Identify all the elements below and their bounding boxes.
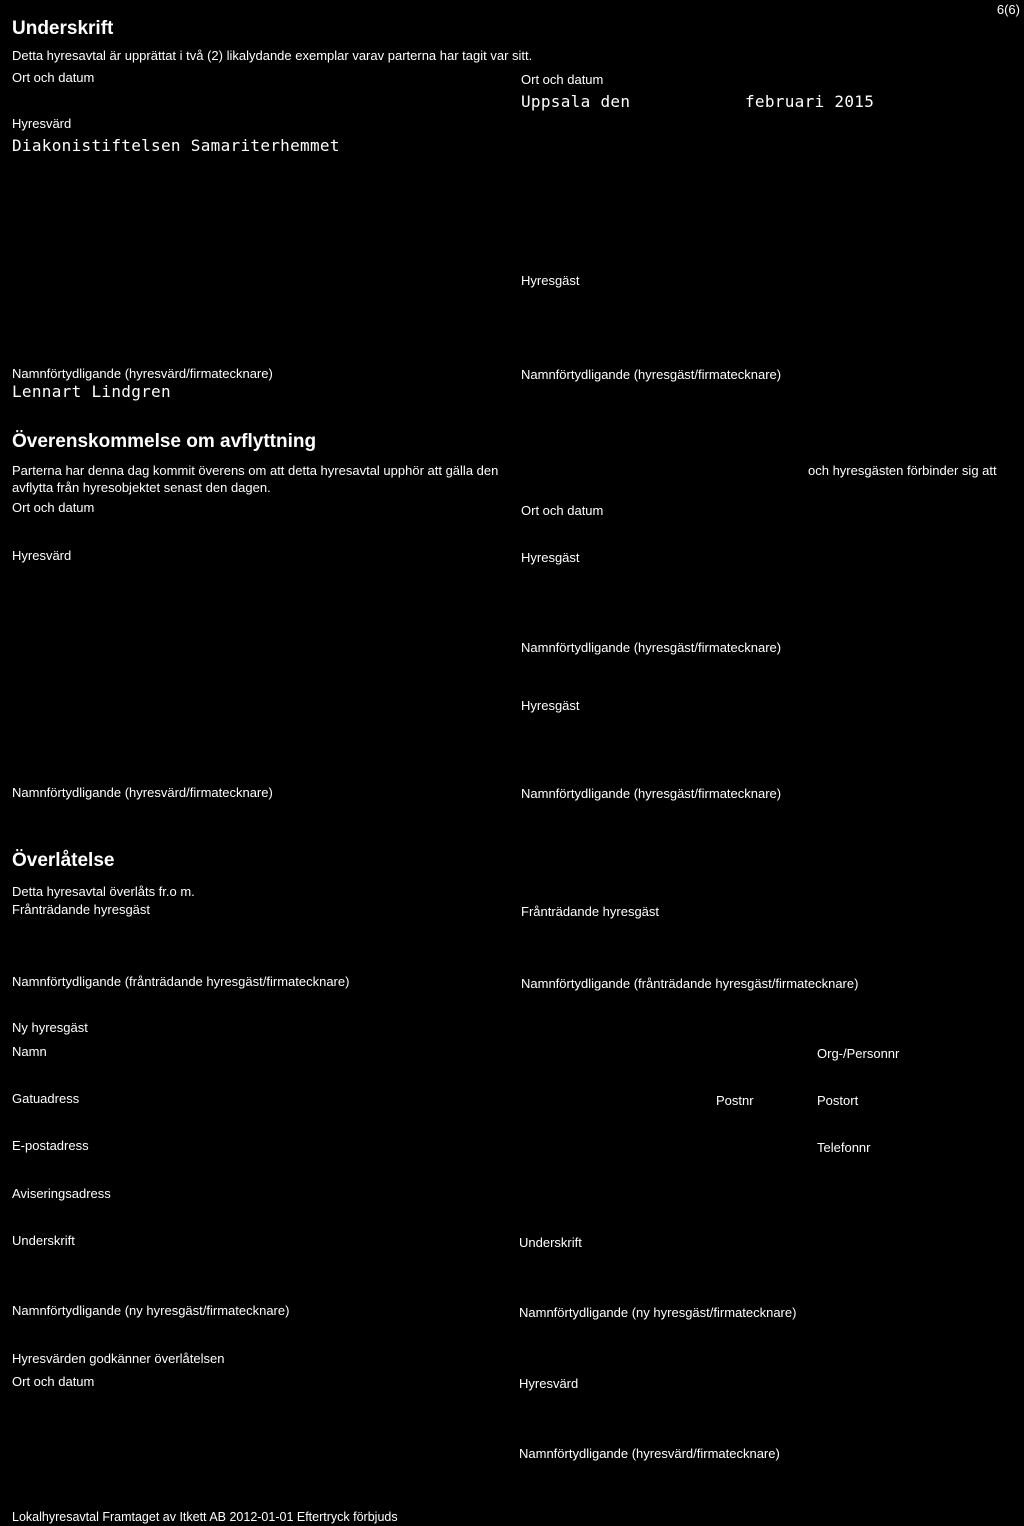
- name-clarif-landlord-label: Namnförtydligande (hyresvärd/firmatecknare): [12, 366, 273, 381]
- postort-label: Postort: [817, 1093, 859, 1108]
- phone-label: Telefonnr: [817, 1140, 871, 1155]
- move-out-tenant-label-1: Hyresgäst: [521, 550, 580, 565]
- place-date-label-right: Ort och datum: [521, 72, 604, 87]
- landlord-label: Hyresvärd: [12, 116, 72, 131]
- billing-address-label: Aviseringsadress: [12, 1186, 111, 1201]
- tenant-label: Hyresgäst: [521, 273, 580, 288]
- place-date-label-left: Ort och datum: [12, 70, 95, 85]
- street-label: Gatuadress: [12, 1091, 80, 1106]
- move-out-text-line1: Parterna har denna dag kommit överens om att detta hyresavtal upphör att gälla den: [12, 463, 499, 478]
- approval-name-clarif: Namnförtydligande (hyresvärd/firmatecknare): [519, 1446, 780, 1461]
- move-out-place-date-left: Ort och datum: [12, 500, 95, 515]
- move-out-place-date-right: Ort och datum: [521, 503, 604, 518]
- move-out-heading: Överenskommelse om avflyttning: [12, 431, 317, 452]
- transfer-intro: Detta hyresavtal överlåts fr.o m.: [12, 884, 195, 899]
- place-date-value-month: februari 2015: [745, 92, 875, 111]
- outgoing-tenant-right: Frånträdande hyresgäst: [521, 904, 660, 919]
- move-out-landlord-label: Hyresvärd: [12, 548, 72, 563]
- move-out-text-line2: avflytta från hyresobjektet senast den dagen.: [12, 480, 271, 495]
- approval-label: Hyresvärden godkänner överlåtelsen: [12, 1351, 225, 1366]
- postnr-label: Postnr: [716, 1093, 754, 1108]
- move-out-text-right: och hyresgästen förbinder sig att: [808, 463, 997, 478]
- sign-right-label: Underskrift: [519, 1235, 582, 1250]
- name-label: Namn: [12, 1044, 47, 1059]
- move-out-name-clarif-tenant-1: Namnförtydligande (hyresgäst/firmatecknare): [521, 640, 782, 655]
- name-clarif-new-right: Namnförtydligande (ny hyresgäst/firmatecknare): [519, 1305, 797, 1320]
- sign-left-label: Underskrift: [12, 1233, 75, 1248]
- outgoing-tenant-left: Frånträdande hyresgäst: [12, 902, 151, 917]
- name-clarif-new-left: Namnförtydligande (ny hyresgäst/firmatecknare): [12, 1303, 290, 1318]
- move-out-name-clarif-landlord: Namnförtydligande (hyresvärd/firmatecknare): [12, 785, 273, 800]
- move-out-tenant-label-2: Hyresgäst: [521, 698, 580, 713]
- approval-landlord: Hyresvärd: [519, 1376, 579, 1391]
- name-clarif-tenant-label: Namnförtydligande (hyresgäst/firmatecknare): [521, 367, 782, 382]
- name-clarif-outgoing-left: Namnförtydligande (frånträdande hyresgäst/firmatecknare): [12, 974, 350, 989]
- move-out-name-clarif-tenant-2: Namnförtydligande (hyresgäst/firmatecknare): [521, 786, 782, 801]
- signature-intro: Detta hyresavtal är upprättat i två (2) likalydande exemplar varav parterna har tagit var sitt.: [12, 48, 533, 63]
- place-date-value-right: Uppsala den: [521, 92, 631, 111]
- name-clarif-landlord-value: Lennart Lindgren: [12, 382, 171, 401]
- landlord-value: Diakonistiftelsen Samariterhemmet: [12, 136, 340, 155]
- transfer-heading: Överlåtelse: [12, 850, 115, 871]
- signature-heading: Underskrift: [12, 18, 114, 39]
- footer: Lokalhyresavtal Framtaget av Itkett AB 2012-01-01 Eftertryck förbjuds: [12, 1510, 398, 1524]
- email-label: E-postadress: [12, 1138, 89, 1153]
- org-personnr-label: Org-/Personnr: [817, 1046, 900, 1061]
- approval-place-date: Ort och datum: [12, 1374, 95, 1389]
- name-clarif-outgoing-right: Namnförtydligande (frånträdande hyresgäst/firmatecknare): [521, 976, 859, 991]
- new-tenant-label: Ny hyresgäst: [12, 1020, 88, 1035]
- page-number: 6(6): [996, 2, 1020, 17]
